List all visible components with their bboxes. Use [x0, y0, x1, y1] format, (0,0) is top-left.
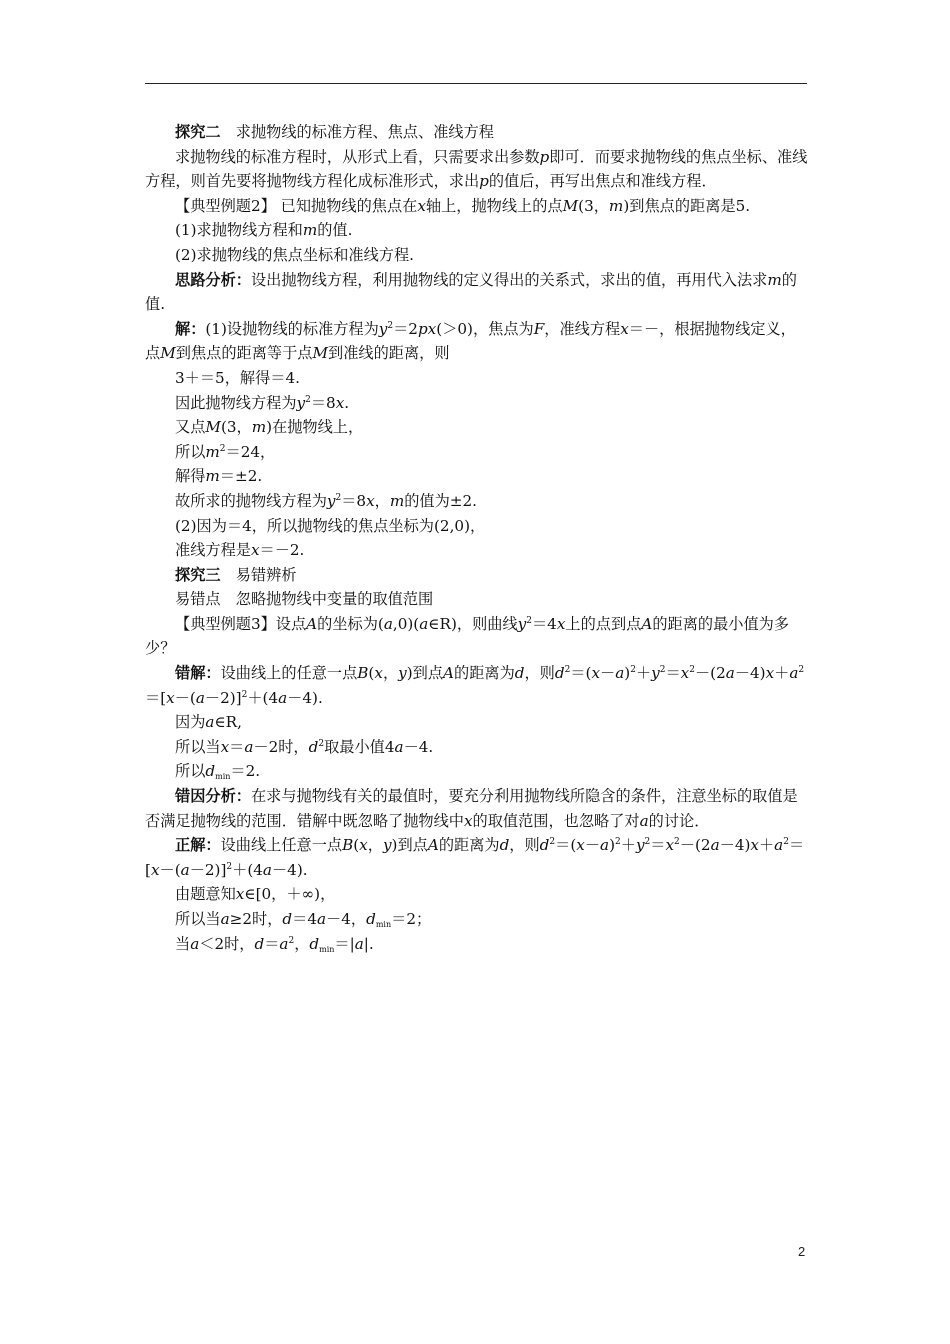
example-2-solution: 解：(1)设抛物线的标准方程为$y^2=2px(>0)$，焦点为F，准线方程x＝－，根据抛物线定义，点M到焦点的距离等于点M到准线的距离，则 [145, 319, 796, 363]
solution-line: 故所求的抛物线方程为$y^2=8x$，m的值为±2. [175, 491, 478, 510]
header-rule [145, 83, 807, 84]
solution-line: 准线方程是x＝－2. [175, 541, 305, 560]
wrong-solution-line: 所以当x＝a－2时，$d^2$取最小值4a－4. [175, 737, 434, 756]
document-body [145, 120, 810, 956]
solution-line: 3＋＝5，解得＝4. [175, 368, 300, 387]
solution-line: 所以$m^2=24$， [175, 442, 276, 461]
correct-solution-line: 所以当a≥2时，d＝4a－4，$d_{min}=2$； [175, 910, 432, 929]
error-point-heading: 易错点 忽略抛物线中变量的取值范围 [175, 590, 434, 609]
wrong-solution-line: 因为a∈R, [175, 713, 242, 732]
section-title: 求抛物线的标准方程、焦点、准线方程 [235, 123, 494, 141]
section-heading-3: 探究三 易错辨析 [175, 565, 297, 584]
correct-solution: 正解：设曲线上任意一点B(x，y)到点A的距离为d，则$d^2=(x-a)^2+y^2=x^2-(2a-4)x+a^2=[x-(a-2)]^2+(4a-4)$. [145, 836, 805, 879]
wrong-solution-line: 所以$d_{min}=2$. [175, 762, 261, 782]
solution-line: 解得m＝±2. [175, 467, 263, 486]
section-intro: 求抛物线的标准方程时，从形式上看，只需要求出参数p即可．而要求抛物线的焦点坐标、准线方程，则首先要将抛物线方程化成标准形式，求出p的值后，再写出焦点和准线方程． [145, 147, 808, 191]
page-number: 2 [798, 1244, 806, 1259]
correct-solution-line: 当a＜2时，$d=a^2$，$d_{min}=|a|$. [175, 934, 374, 954]
correct-solution-line: 由题意知x∈[0，＋∞)， [175, 885, 336, 904]
example-3-question: 【典型例题3】设点A的坐标为(a,0)(a∈R)，则曲线$y^2=4x$上的点到点A的距离的最小值为多少？ [145, 614, 790, 658]
example-2-part-2: (2)求抛物线的焦点坐标和准线方程. [175, 245, 414, 264]
example-2-analysis: 思路分析：设出抛物线方程，利用抛物线的定义得出的关系式，求出的值，再用代入法求m的值. [145, 270, 797, 314]
example-tag: 【典型例题2】 [175, 196, 276, 215]
solution-line: 因此抛物线方程为$y^2=8x$. [175, 393, 350, 412]
example-2-question: 【典型例题2】 已知抛物线的焦点在x轴上，抛物线上的点M(3，m)到焦点的距离是5. [175, 196, 751, 215]
section-heading-2 [145, 120, 810, 145]
error-cause-analysis: 错因分析：在求与抛物线有关的最值时，要充分利用抛物线所隐含的条件，注意坐标的取值是否满足抛物线的范围．错解中既忽略了抛物线中x的取值范围，也忽略了对a的讨论． [145, 787, 798, 830]
solution-line: (2)因为＝4，所以抛物线的焦点坐标为(2,0)， [175, 516, 486, 535]
solution-line: 又点M(3，m)在抛物线上， [175, 418, 364, 437]
wrong-solution: 错解：设曲线上的任意一点B(x，y)到点A的距离为d，则$d^2=(x-a)^2+y^2=x^2-(2a-4)x+a^2=[x-(a-2)]^2+(4a-4)$. [145, 664, 805, 707]
section-label: 探究二 [175, 123, 221, 141]
example-2-part-1: (1)求抛物线方程和m的值. [175, 221, 353, 240]
